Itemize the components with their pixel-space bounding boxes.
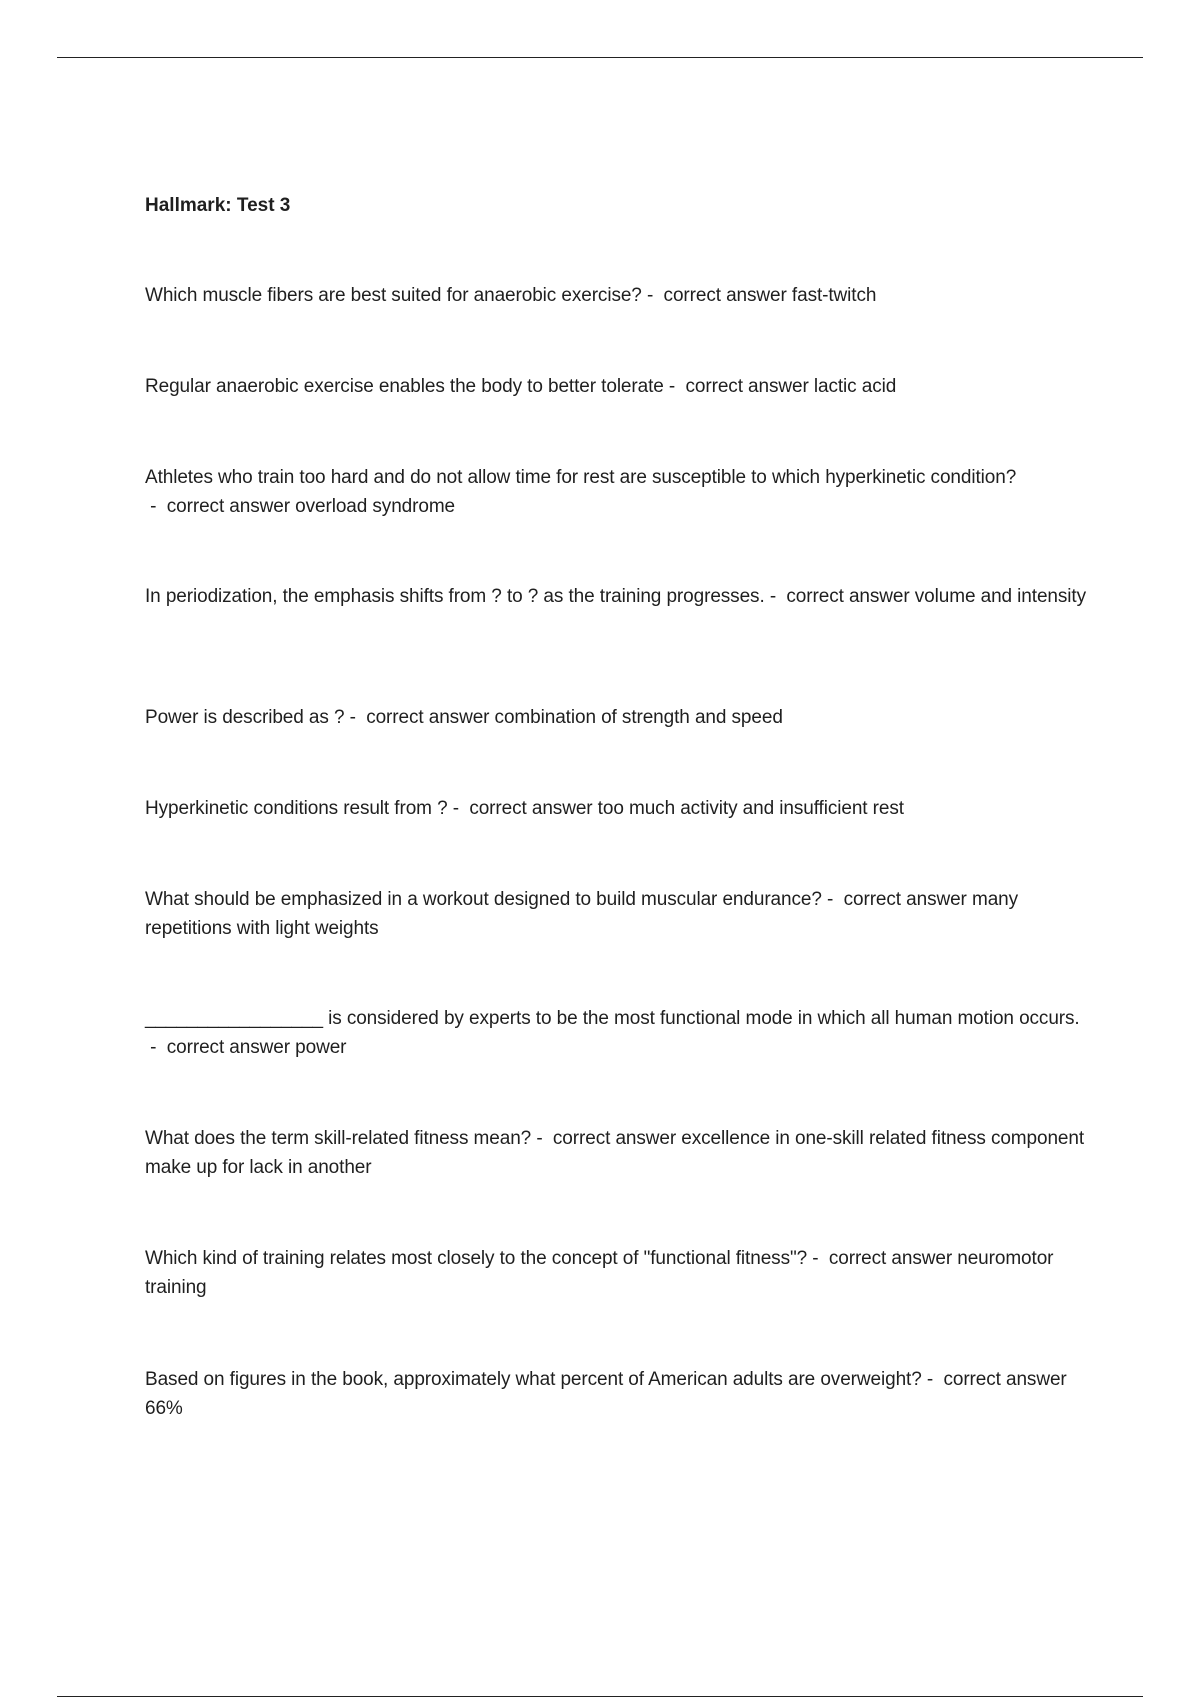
qa-separator: -: [663, 376, 686, 397]
answer-text: correct answer power: [166, 1037, 347, 1058]
question-text: Based on figures in the book, approximately what percent of American adults are overweight?: [145, 1369, 922, 1390]
qa-item-9: [145, 1124, 1090, 1182]
question-text: What does the term skill-related fitness mean?: [145, 1128, 532, 1149]
question-text: Hyperkinetic conditions result from ?: [145, 798, 448, 819]
qa-separator: -: [764, 586, 787, 607]
qa-item-4: [145, 582, 1090, 611]
qa-item-8: [145, 1004, 1090, 1062]
qa-item-2: [145, 372, 1090, 401]
qa-item-1: [145, 281, 1090, 310]
footer-rule: [57, 1696, 1143, 1697]
question-text: Regular anaerobic exercise enables the body to better tolerate: [145, 376, 664, 397]
qa-separator: -: [447, 798, 470, 819]
qa-separator: -: [641, 285, 664, 306]
qa-separator: -: [821, 889, 844, 910]
qa-separator: -: [344, 707, 367, 728]
answer-text: correct answer fast-twitch: [663, 285, 877, 306]
answer-text: correct answer volume and intensity: [786, 586, 1086, 607]
qa-separator: -: [921, 1369, 944, 1390]
answer-text: correct answer too much activity and insufficient rest: [469, 798, 904, 819]
qa-separator: -: [145, 1037, 167, 1058]
question-text: Athletes who train too hard and do not allow time for rest are susceptible to which hyperkinetic condition?: [145, 467, 1017, 488]
qa-item-5: [145, 703, 1090, 732]
question-text: _________________ is considered by experts to be the most functional mode in which all human motion occurs.: [145, 1008, 1080, 1029]
qa-item-11: [145, 1365, 1090, 1423]
qa-item-10: [145, 1244, 1090, 1302]
question-text: In periodization, the emphasis shifts from ? to ? as the training progresses.: [145, 586, 765, 607]
qa-item-7: [145, 885, 1090, 943]
answer-text: correct answer 66%: [145, 1369, 1067, 1419]
answer-text: correct answer combination of strength and speed: [366, 707, 783, 728]
answer-text: correct answer excellence in one-skill related fitness component make up for lack in another: [145, 1128, 1085, 1178]
question-text: Which muscle fibers are best suited for anaerobic exercise?: [145, 285, 642, 306]
question-text: What should be emphasized in a workout designed to build muscular endurance?: [145, 889, 822, 910]
qa-separator: -: [531, 1128, 553, 1149]
answer-text: correct answer neuromotor training: [145, 1248, 1054, 1298]
document-title: Hallmark: Test 3: [145, 195, 291, 216]
header-rule: [57, 57, 1143, 58]
qa-separator: -: [145, 496, 167, 517]
qa-item-6: [145, 794, 1090, 823]
question-text: Power is described as ?: [145, 707, 345, 728]
question-text: Which kind of training relates most closely to the concept of "functional fitness"?: [145, 1248, 808, 1269]
qa-separator: -: [807, 1248, 829, 1269]
answer-text: correct answer overload syndrome: [166, 496, 456, 517]
answer-text: correct answer lactic acid: [685, 376, 897, 397]
qa-item-3: [145, 463, 1090, 521]
answer-text: correct answer many repetitions with light weights: [145, 889, 1019, 939]
